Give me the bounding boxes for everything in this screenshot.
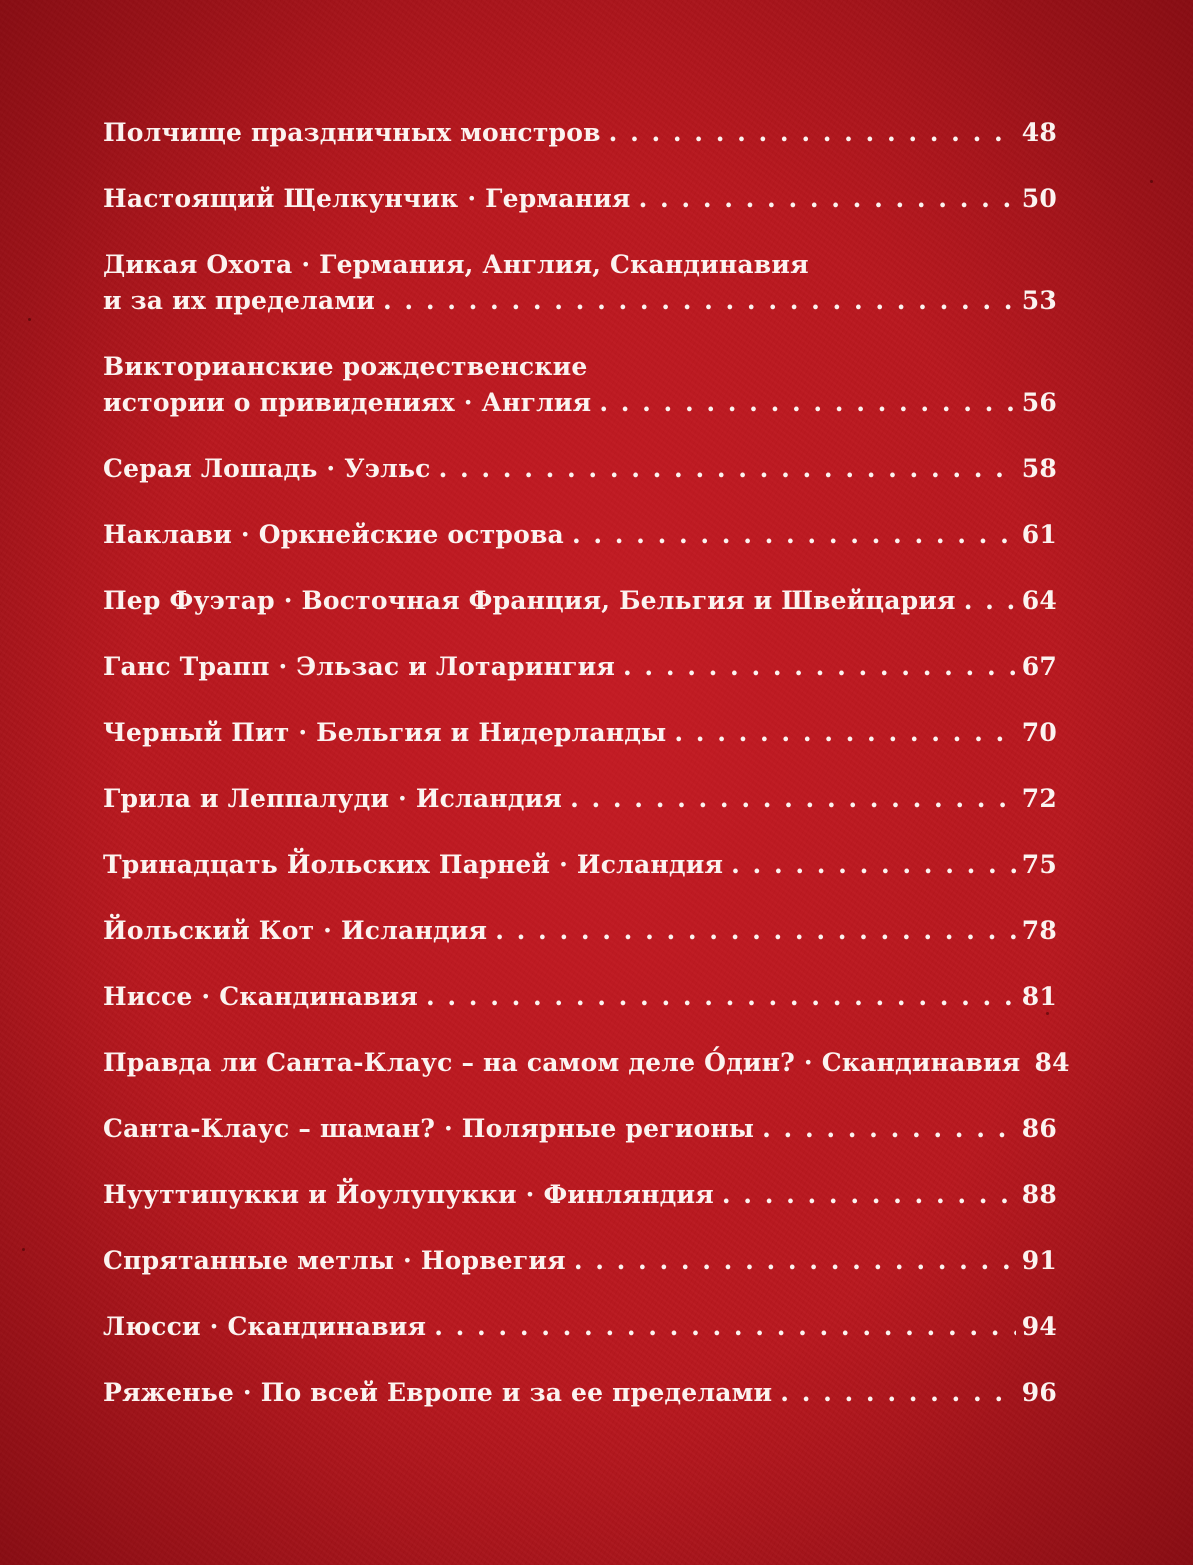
toc-entry[interactable]: [103, 247, 1057, 319]
dot-leader: [674, 715, 1015, 751]
toc-entry[interactable]: [103, 1111, 1057, 1147]
dot-leader: [434, 1309, 1016, 1345]
dot-leader: [731, 847, 1016, 883]
dot-leader: [964, 583, 1016, 619]
toc-entry-title: Люсси · Скандинавия: [103, 1312, 427, 1341]
toc-entry-page-number: 96: [1021, 1378, 1057, 1407]
toc-entry-page-number: 86: [1021, 1114, 1057, 1143]
toc-entry-page-number: 70: [1021, 718, 1057, 747]
dot-leader: [722, 1177, 1016, 1213]
toc-entry-page-number: 67: [1021, 652, 1057, 681]
paper-speck: [28, 318, 31, 321]
toc-entry[interactable]: [103, 583, 1057, 619]
toc-entry[interactable]: [103, 781, 1057, 817]
toc-entry-page-number: 94: [1021, 1312, 1057, 1341]
dot-leader: [780, 1375, 1016, 1411]
toc-entry-title: Йольский Кот · Исландия: [103, 916, 488, 945]
toc-entry[interactable]: [103, 913, 1057, 949]
toc-entry-title: Наклави · Оркнейские острова: [103, 520, 564, 549]
toc-entry-title-line-2: истории о привидениях · Англия: [103, 388, 592, 417]
toc-entry-page-number: 72: [1021, 784, 1057, 813]
dot-leader: [639, 181, 1016, 217]
toc-entry[interactable]: [103, 715, 1057, 751]
toc-entry[interactable]: [103, 451, 1057, 487]
toc-entry[interactable]: [103, 1045, 1070, 1081]
toc-entry-page-number: 64: [1021, 586, 1057, 615]
toc-entry-title: Настоящий Щелкунчик · Германия: [103, 184, 631, 213]
toc-entry-title: Правда ли Санта-Клаус – на самом деле О́дин? · Скандинавия: [103, 1048, 1021, 1077]
dot-leader: [383, 283, 1016, 319]
paper-speck: [22, 1248, 25, 1251]
toc-entry[interactable]: [103, 1309, 1057, 1345]
toc-list: [103, 115, 1070, 1441]
dot-leader: [609, 115, 1016, 151]
paper-speck: [1150, 180, 1153, 183]
toc-entry-title: Ряженье · По всей Европе и за ее пределами: [103, 1378, 773, 1407]
dot-leader: [426, 979, 1016, 1015]
toc-entry-title: Полчище праздничных монстров: [103, 118, 601, 147]
dot-leader: [599, 385, 1015, 421]
dot-leader: [623, 649, 1016, 685]
toc-entry[interactable]: [103, 115, 1057, 151]
toc-entry-page-number: 48: [1021, 118, 1057, 147]
toc-entry-title: Пер Фуэтар · Восточная Франция, Бельгия и Швейцария: [103, 586, 956, 615]
toc-entry[interactable]: [103, 979, 1057, 1015]
dot-leader: [762, 1111, 1016, 1147]
toc-entry-page-number: 75: [1021, 850, 1057, 879]
dot-leader: [570, 781, 1016, 817]
toc-entry-title-line-1: Дикая Охота · Германия, Англия, Скандинавия: [103, 250, 809, 279]
toc-entry-title-line-2: и за их пределами: [103, 286, 375, 315]
toc-entry[interactable]: [103, 1177, 1057, 1213]
toc-entry[interactable]: [103, 847, 1057, 883]
toc-entry-page-number: 61: [1021, 520, 1057, 549]
dot-leader: [439, 451, 1016, 487]
toc-entry-page-number: 88: [1021, 1180, 1057, 1209]
toc-entry-title: Черный Пит · Бельгия и Нидерланды: [103, 718, 667, 747]
toc-entry[interactable]: [103, 649, 1057, 685]
dot-leader: [574, 1243, 1016, 1279]
toc-entry-page-number: 81: [1021, 982, 1057, 1011]
toc-entry-title: Ниссе · Скандинавия: [103, 982, 418, 1011]
toc-entry-page-number: 56: [1021, 388, 1057, 417]
toc-entry[interactable]: [103, 1243, 1057, 1279]
toc-entry[interactable]: [103, 1375, 1057, 1411]
toc-entry-title: Санта-Клаус – шаман? · Полярные регионы: [103, 1114, 755, 1143]
toc-entry-page-number: 50: [1021, 184, 1057, 213]
toc-entry-title: Грила и Леппалуди · Исландия: [103, 784, 563, 813]
dot-leader: [572, 517, 1016, 553]
toc-entry-page-number: 78: [1021, 916, 1057, 945]
toc-entry-title: Ганс Трапп · Эльзас и Лотарингия: [103, 652, 616, 681]
toc-entry[interactable]: [103, 349, 1057, 421]
toc-entry-page-number: 84: [1034, 1048, 1070, 1077]
toc-entry-page-number: 53: [1021, 286, 1057, 315]
paper-speck: [1046, 1012, 1049, 1015]
toc-entry[interactable]: [103, 517, 1057, 553]
toc-entry[interactable]: [103, 181, 1057, 217]
toc-entry-title: Спрятанные метлы · Норвегия: [103, 1246, 566, 1275]
dot-leader: [495, 913, 1016, 949]
toc-entry-page-number: 58: [1021, 454, 1057, 483]
toc-entry-page-number: 91: [1021, 1246, 1057, 1275]
toc-entry-title-line-1: Викторианские рождественские: [103, 352, 588, 381]
toc-entry-title: Тринадцать Йольских Парней · Исландия: [103, 850, 724, 879]
toc-entry-title: Нууттипукки и Йоулупукки · Финляндия: [103, 1180, 714, 1209]
toc-entry-title: Серая Лошадь · Уэльс: [103, 454, 431, 483]
